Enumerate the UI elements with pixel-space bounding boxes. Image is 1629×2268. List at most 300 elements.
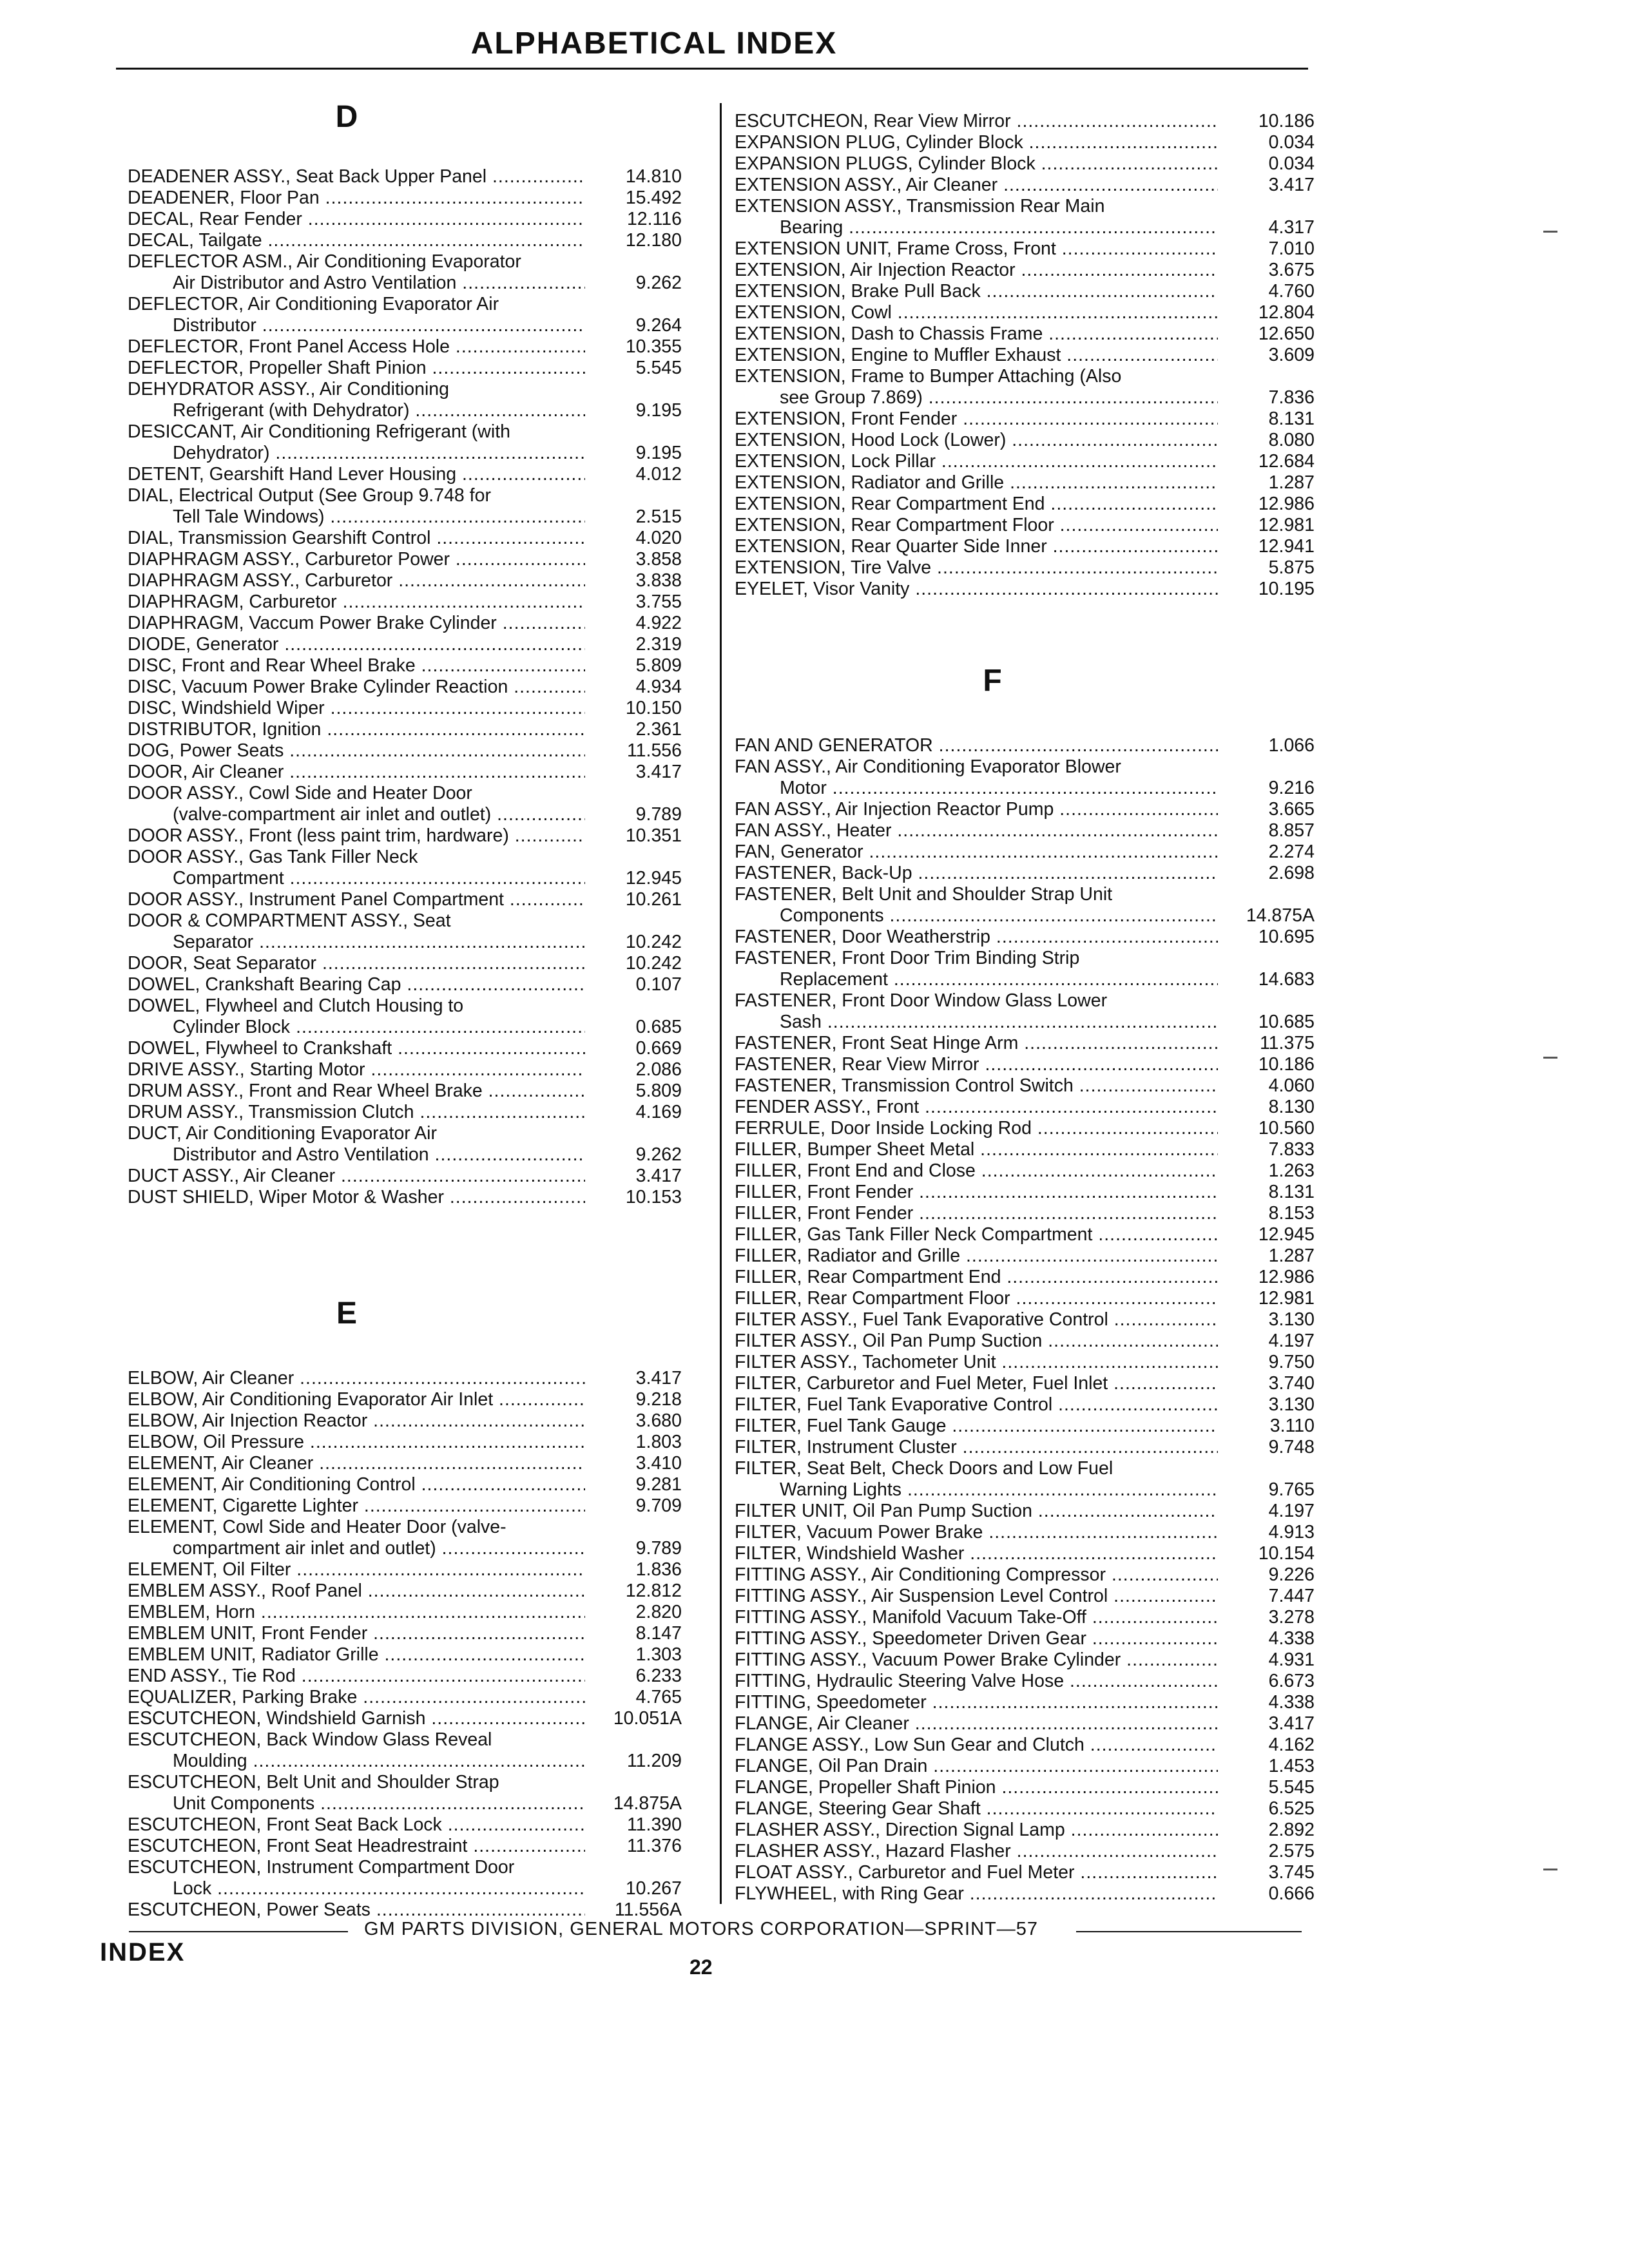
- entry-text: FITTING ASSY., Air Conditioning Compressor .....: [735, 1564, 1218, 1586]
- index-entry: [128, 1644, 682, 1666]
- entry-text: FITTING, Speedometer .....: [735, 1692, 1218, 1713]
- index-entry: [735, 1628, 1315, 1649]
- entry-text: EMBLEM UNIT, Front Fender .....: [128, 1623, 585, 1644]
- entry-page-ref: 0.034: [1268, 132, 1315, 153]
- margin-mark: [1543, 1057, 1557, 1059]
- entry-text: DOOR, Seat Separator .....: [128, 953, 585, 974]
- entry-page-ref: 2.086: [635, 1059, 682, 1080]
- entry-page-ref: 8.147: [635, 1623, 682, 1644]
- entry-text: EXTENSION, Rear Compartment End .....: [735, 494, 1218, 515]
- index-entry: [735, 841, 1315, 863]
- entry-page-ref: 10.685: [1258, 1012, 1315, 1032]
- entry-line: [735, 1777, 1315, 1798]
- entry-text: EXTENSION ASSY., Air Cleaner .....: [735, 175, 1218, 196]
- entry-page-ref: 0.107: [635, 974, 682, 995]
- entry-line: [735, 1437, 1315, 1458]
- entry-text: FAN ASSY., Air Injection Reactor Pump .....: [735, 799, 1218, 820]
- entry-page-ref: 10.261: [625, 889, 682, 910]
- entry-line: [735, 515, 1315, 536]
- page-title: ALPHABETICAL INDEX: [470, 26, 838, 61]
- entry-continuation: Replacement .....: [735, 969, 1218, 990]
- entry-text: DUST SHIELD, Wiper Motor & Washer .....: [128, 1187, 585, 1208]
- entry-text: ELEMENT, Oil Filter .....: [128, 1559, 585, 1581]
- index-entry: [128, 995, 682, 1038]
- entry-text: FAN ASSY., Heater .....: [735, 820, 1218, 841]
- index-entry: [128, 1708, 682, 1729]
- entry-page-ref: 9.218: [635, 1389, 682, 1410]
- index-entry: [735, 1245, 1315, 1267]
- entry-line: [735, 1841, 1315, 1862]
- margin-mark: [1543, 1869, 1557, 1870]
- entry-text: DISTRIBUTOR, Ignition .....: [128, 719, 585, 740]
- entry-page-ref: 14.875A: [613, 1793, 682, 1814]
- entry-text: FILLER, Front Fender .....: [735, 1182, 1218, 1203]
- index-entry: [128, 1495, 682, 1517]
- index-entry: [735, 515, 1315, 536]
- entry-continuation: Warning Lights .....: [735, 1479, 1218, 1501]
- index-entry: [128, 655, 682, 677]
- index-entry: [735, 1607, 1315, 1628]
- entry-text: FILTER UNIT, Oil Pan Pump Suction .....: [735, 1501, 1218, 1522]
- entry-text: DOWEL, Flywheel and Clutch Housing to: [128, 995, 464, 1016]
- entry-text: ESCUTCHEON, Rear View Mirror .....: [735, 111, 1218, 132]
- entry-text: DETENT, Gearshift Hand Lever Housing .....: [128, 464, 585, 485]
- entry-text: EXPANSION PLUGS, Cylinder Block .....: [735, 153, 1218, 175]
- entry-line: [128, 1410, 682, 1432]
- entry-line: [735, 1182, 1315, 1203]
- index-entry: [735, 1713, 1315, 1735]
- entry-text: DUCT, Air Conditioning Evaporator Air: [128, 1123, 437, 1144]
- entry-text: DIAPHRAGM ASSY., Carburetor Power .....: [128, 549, 585, 570]
- entry-text: ELEMENT, Air Conditioning Control .....: [128, 1474, 585, 1495]
- entry-line: [735, 557, 1315, 579]
- entry-text: DOG, Power Seats .....: [128, 740, 585, 762]
- index-entry: [128, 1166, 682, 1187]
- index-entry: [735, 472, 1315, 494]
- index-entry: [735, 153, 1315, 175]
- entry-page-ref: 3.665: [1268, 799, 1315, 820]
- entry-page-ref: 10.560: [1258, 1118, 1315, 1139]
- entry-page-ref: 12.650: [1258, 323, 1315, 344]
- index-entry: [128, 1623, 682, 1644]
- entry-page-ref: 3.609: [1268, 345, 1315, 365]
- entry-page-ref: 12.981: [1258, 1288, 1315, 1309]
- entry-page-ref: 9.281: [635, 1474, 682, 1495]
- entry-text: ESCUTCHEON, Belt Unit and Shoulder Strap: [128, 1772, 499, 1792]
- entry-line: [735, 1586, 1315, 1607]
- entry-line: [735, 175, 1315, 196]
- entry-line: [128, 1144, 682, 1166]
- entry-text: EXTENSION, Cowl .....: [735, 302, 1218, 323]
- index-entry: [128, 1059, 682, 1081]
- entry-text: DISC, Front and Rear Wheel Brake .....: [128, 655, 585, 677]
- entry-page-ref: 4.012: [635, 464, 682, 485]
- index-entry: [735, 1543, 1315, 1564]
- index-entry: [128, 1602, 682, 1623]
- entry-text: DEFLECTOR, Air Conditioning Evaporator Air: [128, 294, 499, 314]
- entry-line: [735, 1373, 1315, 1394]
- index-entry: [735, 1862, 1315, 1883]
- section-spacer: [128, 1208, 682, 1287]
- entry-line: [735, 260, 1315, 281]
- index-entry: [735, 1118, 1315, 1139]
- entry-line: [128, 825, 682, 847]
- entry-text: DIAPHRAGM, Carburetor .....: [128, 591, 585, 613]
- entry-text: FILTER, Instrument Cluster .....: [735, 1437, 1218, 1458]
- entry-text: DECAL, Tailgate .....: [128, 230, 585, 251]
- entry-page-ref: 12.180: [625, 230, 682, 251]
- index-entry: [128, 1857, 682, 1899]
- entry-continuation: Motor .....: [735, 778, 1218, 799]
- entry-page-ref: 2.820: [635, 1602, 682, 1622]
- entry-page-ref: 8.080: [1268, 430, 1315, 450]
- entry-text: FITTING ASSY., Air Suspension Level Control .....: [735, 1586, 1218, 1607]
- entry-page-ref: 5.545: [1268, 1777, 1315, 1798]
- entry-text: DEFLECTOR, Propeller Shaft Pinion .....: [128, 358, 585, 379]
- index-entry: [128, 847, 682, 889]
- entry-text: ESCUTCHEON, Back Window Glass Reveal: [128, 1729, 492, 1750]
- entry-text: DRUM ASSY., Front and Rear Wheel Brake .....: [128, 1081, 585, 1102]
- entry-line: [735, 1033, 1315, 1054]
- entry-line: [128, 1623, 682, 1644]
- index-entry: [735, 281, 1315, 302]
- entry-line: [735, 1245, 1315, 1267]
- entry-line: [128, 336, 682, 358]
- entry-text: FLANGE, Steering Gear Shaft .....: [735, 1798, 1218, 1820]
- entry-line: [735, 536, 1315, 557]
- entry-page-ref: 9.789: [635, 1538, 682, 1559]
- entry-continuation: Compartment .....: [128, 868, 585, 889]
- entry-continuation: see Group 7.869) .....: [735, 387, 1218, 408]
- entry-text: ELEMENT, Cigarette Lighter .....: [128, 1495, 585, 1517]
- index-entry: [735, 1564, 1315, 1586]
- index-entry: [128, 889, 682, 910]
- index-entry: [735, 1309, 1315, 1331]
- section-label: INDEX: [100, 1938, 186, 1966]
- entry-text: FASTENER, Door Weatherstrip .....: [735, 927, 1218, 948]
- entry-text: EXTENSION, Rear Compartment Floor .....: [735, 515, 1218, 536]
- entry-text: FLANGE, Oil Pan Drain .....: [735, 1756, 1218, 1777]
- index-entry: [128, 1836, 682, 1857]
- entry-text: FILLER, Rear Compartment End .....: [735, 1267, 1218, 1288]
- entry-text: EXTENSION, Hood Lock (Lower) .....: [735, 430, 1218, 451]
- entry-text: EXTENSION, Front Fender .....: [735, 408, 1218, 430]
- entry-line: [128, 187, 682, 209]
- entry-line: [128, 591, 682, 613]
- index-entry: [128, 1559, 682, 1581]
- entry-page-ref: 2.319: [635, 634, 682, 655]
- entry-line: [128, 1899, 682, 1921]
- entry-page-ref: 10.186: [1258, 1054, 1315, 1075]
- entry-line: [735, 1224, 1315, 1245]
- index-entry: [735, 1437, 1315, 1458]
- entry-line: [128, 506, 682, 528]
- index-entry: [735, 1373, 1315, 1394]
- section-spacer: [735, 708, 1315, 735]
- entry-text: FASTENER, Transmission Control Switch .....: [735, 1075, 1218, 1097]
- entry-text: FENDER ASSY., Front .....: [735, 1097, 1218, 1118]
- entry-page-ref: 3.417: [1268, 175, 1315, 195]
- entry-text: EXTENSION UNIT, Frame Cross, Front .....: [735, 238, 1218, 260]
- index-entry: [735, 1075, 1315, 1097]
- entry-text: FLASHER ASSY., Hazard Flasher .....: [735, 1841, 1218, 1862]
- index-entry: [128, 421, 682, 464]
- entry-text: FLANGE ASSY., Low Sun Gear and Clutch .....: [735, 1735, 1218, 1756]
- entry-page-ref: 1.287: [1268, 1245, 1315, 1266]
- index-entry: [128, 1899, 682, 1921]
- index-entry: [128, 825, 682, 847]
- index-entry: [128, 677, 682, 698]
- entry-line: [735, 153, 1315, 175]
- index-entry: [735, 1224, 1315, 1245]
- entry-line: [128, 1187, 682, 1208]
- entry-text: EXTENSION, Lock Pillar .....: [735, 451, 1218, 472]
- entry-text: ESCUTCHEON, Windshield Garnish .....: [128, 1708, 585, 1729]
- index-entry: [735, 1841, 1315, 1862]
- entry-text: ESCUTCHEON, Instrument Compartment Door: [128, 1857, 515, 1878]
- index-entry: [128, 783, 682, 825]
- entry-line: [128, 1836, 682, 1857]
- entry-text: DIAL, Electrical Output (See Group 9.748 for: [128, 485, 491, 506]
- index-entry: [735, 990, 1315, 1033]
- entry-text: DOWEL, Crankshaft Bearing Cap .....: [128, 974, 585, 995]
- right-index-column: [735, 111, 1315, 1905]
- index-entry: [735, 494, 1315, 515]
- entry-text: ELBOW, Air Cleaner .....: [128, 1368, 585, 1389]
- entry-text: EXTENSION ASSY., Transmission Rear Main: [735, 196, 1105, 216]
- entry-page-ref: 8.857: [1268, 820, 1315, 841]
- index-entry: [128, 1038, 682, 1059]
- entry-page-ref: 6.525: [1268, 1798, 1315, 1819]
- index-entry: [128, 591, 682, 613]
- index-entry: [128, 1389, 682, 1410]
- entry-page-ref: 4.760: [1268, 281, 1315, 302]
- entry-page-ref: 5.809: [635, 655, 682, 676]
- index-entry: [735, 1798, 1315, 1820]
- index-entry: [128, 166, 682, 187]
- entry-text: FITTING ASSY., Vacuum Power Brake Cylinder .....: [735, 1649, 1218, 1671]
- entry-text: FAN, Generator .....: [735, 841, 1218, 863]
- entry-line: [735, 1012, 1315, 1033]
- entry-page-ref: 3.680: [635, 1410, 682, 1431]
- entry-line: [735, 1288, 1315, 1309]
- entry-page-ref: 5.875: [1268, 557, 1315, 578]
- section-letter-heading: F: [983, 664, 1002, 698]
- entry-page-ref: 9.264: [635, 315, 682, 336]
- index-entry: [128, 910, 682, 953]
- entry-page-ref: 4.317: [1268, 217, 1315, 238]
- entry-text: FILLER, Front End and Close .....: [735, 1160, 1218, 1182]
- entry-page-ref: 4.931: [1268, 1649, 1315, 1670]
- entry-text: ELBOW, Air Conditioning Evaporator Air Inlet .....: [128, 1389, 585, 1410]
- entry-text: DUCT ASSY., Air Cleaner .....: [128, 1166, 585, 1187]
- entry-page-ref: 3.838: [635, 570, 682, 591]
- entry-line: [128, 719, 682, 740]
- index-entry: [128, 230, 682, 251]
- entry-page-ref: 10.242: [625, 932, 682, 952]
- index-entry: [735, 260, 1315, 281]
- entry-line: [128, 932, 682, 953]
- entry-page-ref: 10.150: [625, 698, 682, 718]
- index-entry: [128, 549, 682, 570]
- entry-line: [735, 778, 1315, 799]
- entry-text: FITTING ASSY., Speedometer Driven Gear .....: [735, 1628, 1218, 1649]
- index-entry: [128, 336, 682, 358]
- entry-line: [128, 528, 682, 549]
- entry-page-ref: 4.162: [1268, 1735, 1315, 1755]
- index-entry: [735, 1671, 1315, 1692]
- entry-page-ref: 3.278: [1268, 1607, 1315, 1628]
- entry-page-ref: 7.833: [1268, 1139, 1315, 1160]
- entry-line: [735, 1075, 1315, 1097]
- section-letter-heading: E: [336, 1296, 357, 1331]
- entry-line: [128, 443, 682, 464]
- entry-page-ref: 4.338: [1268, 1628, 1315, 1649]
- entry-continuation: Distributor .....: [128, 315, 585, 336]
- entry-page-ref: 4.913: [1268, 1522, 1315, 1542]
- entry-line: [128, 1102, 682, 1123]
- entry-line: [735, 863, 1315, 884]
- entry-text: FILTER, Carburetor and Fuel Meter, Fuel Inlet .....: [735, 1373, 1218, 1394]
- index-entry: [735, 536, 1315, 557]
- entry-continuation: Sash .....: [735, 1012, 1218, 1033]
- entry-page-ref: 9.195: [635, 400, 682, 421]
- entry-line: [735, 799, 1315, 820]
- entry-page-ref: 1.803: [635, 1432, 682, 1452]
- index-entry: [735, 1649, 1315, 1671]
- entry-continuation: Separator .....: [128, 932, 585, 953]
- entry-line: [735, 1479, 1315, 1501]
- entry-text: FLANGE, Propeller Shaft Pinion .....: [735, 1777, 1218, 1798]
- section-letter-heading: D: [335, 100, 358, 134]
- entry-text: END ASSY., Tie Rod .....: [128, 1666, 585, 1687]
- entry-page-ref: 3.858: [635, 549, 682, 570]
- index-entry: [735, 579, 1315, 600]
- entry-continuation: Components .....: [735, 905, 1218, 927]
- entry-page-ref: 8.153: [1268, 1203, 1315, 1224]
- index-entry: [128, 464, 682, 485]
- entry-line: [735, 472, 1315, 494]
- index-entry: [128, 1666, 682, 1687]
- entry-line: [128, 634, 682, 655]
- entry-line: [735, 1352, 1315, 1373]
- entry-text: ELBOW, Air Injection Reactor .....: [128, 1410, 585, 1432]
- index-entry: [735, 1331, 1315, 1352]
- entry-page-ref: 10.355: [625, 336, 682, 357]
- index-entry: [128, 358, 682, 379]
- entry-text: ELBOW, Oil Pressure .....: [128, 1432, 585, 1453]
- entry-text: DIAL, Transmission Gearshift Control .....: [128, 528, 585, 549]
- entry-page-ref: 12.804: [1258, 302, 1315, 323]
- entry-page-ref: 3.410: [635, 1453, 682, 1474]
- entry-line: [128, 1666, 682, 1687]
- entry-text: DIODE, Generator .....: [128, 634, 585, 655]
- entry-line: [735, 1097, 1315, 1118]
- footer-text: GM PARTS DIVISION, GENERAL MOTORS CORPORATION—SPRINT—57: [364, 1919, 1038, 1939]
- entry-text: FITTING, Hydraulic Steering Valve Hose .....: [735, 1671, 1218, 1692]
- entry-line: [128, 1166, 682, 1187]
- entry-line: [735, 302, 1315, 323]
- entry-text: FILLER, Bumper Sheet Metal .....: [735, 1139, 1218, 1160]
- index-entry: [735, 884, 1315, 927]
- entry-page-ref: 12.945: [625, 868, 682, 889]
- entry-line: [128, 358, 682, 379]
- entry-page-ref: 2.575: [1268, 1841, 1315, 1861]
- entry-continuation: (valve-compartment air inlet and outlet) .....: [128, 804, 585, 825]
- index-entry: [128, 613, 682, 634]
- index-entry: [735, 735, 1315, 756]
- entry-line: [128, 974, 682, 995]
- section-spacer: [735, 600, 1315, 654]
- entry-line: [735, 1160, 1315, 1182]
- entry-line: [735, 1649, 1315, 1671]
- entry-line: [735, 238, 1315, 260]
- index-entry: [128, 1729, 682, 1772]
- entry-line: [735, 217, 1315, 238]
- entry-page-ref: 11.209: [626, 1751, 682, 1771]
- index-entry: [735, 1394, 1315, 1416]
- entry-page-ref: 9.789: [635, 804, 682, 825]
- entry-line: [735, 1671, 1315, 1692]
- entry-line: [128, 1368, 682, 1389]
- entry-line: [128, 570, 682, 591]
- entry-text: EQUALIZER, Parking Brake .....: [128, 1687, 585, 1708]
- entry-text: DEFLECTOR ASM., Air Conditioning Evaporator: [128, 251, 521, 272]
- entry-page-ref: 14.875A: [1246, 905, 1315, 926]
- index-entry: [128, 1081, 682, 1102]
- index-entry: [128, 1187, 682, 1208]
- title-rule: [116, 68, 1308, 70]
- entry-line: [128, 1708, 682, 1729]
- entry-line: [128, 953, 682, 974]
- entry-page-ref: 14.683: [1258, 969, 1315, 990]
- entry-text: EMBLEM, Horn .....: [128, 1602, 585, 1623]
- index-entry: [128, 251, 682, 294]
- entry-line: [128, 230, 682, 251]
- entry-page-ref: 7.010: [1268, 238, 1315, 259]
- entry-text: FITTING ASSY., Manifold Vacuum Take-Off .....: [735, 1607, 1218, 1628]
- entry-page-ref: 4.169: [635, 1102, 682, 1122]
- entry-page-ref: 9.750: [1268, 1352, 1315, 1372]
- index-entry: [735, 1288, 1315, 1309]
- entry-text: EMBLEM UNIT, Radiator Grille .....: [128, 1644, 585, 1666]
- entry-line: [735, 1054, 1315, 1075]
- entry-page-ref: 2.274: [1268, 841, 1315, 862]
- entry-line: [735, 1713, 1315, 1735]
- entry-page-ref: 0.669: [635, 1038, 682, 1059]
- entry-text: FILTER, Fuel Tank Evaporative Control .....: [735, 1394, 1218, 1416]
- index-entry: [128, 1410, 682, 1432]
- entry-text: DOOR ASSY., Instrument Panel Compartment .....: [128, 889, 585, 910]
- index-entry: [735, 1054, 1315, 1075]
- entry-text: FASTENER, Front Door Window Glass Lower: [735, 990, 1108, 1011]
- entry-page-ref: 11.556A: [614, 1899, 682, 1920]
- entry-line: [735, 345, 1315, 366]
- entry-page-ref: 0.034: [1268, 153, 1315, 174]
- entry-page-ref: 0.685: [635, 1017, 682, 1037]
- index-entry: [735, 948, 1315, 990]
- entry-text: DESICCANT, Air Conditioning Refrigerant (with: [128, 421, 510, 442]
- index-entry: [735, 1352, 1315, 1373]
- entry-text: ESCUTCHEON, Power Seats .....: [128, 1899, 585, 1921]
- entry-line: [128, 1559, 682, 1581]
- entry-text: EXTENSION, Dash to Chassis Frame .....: [735, 323, 1218, 345]
- index-entry: [128, 528, 682, 549]
- entry-page-ref: 10.351: [625, 825, 682, 846]
- entry-text: FERRULE, Door Inside Locking Rod .....: [735, 1118, 1218, 1139]
- entry-line: [128, 613, 682, 634]
- index-entry: [735, 1033, 1315, 1054]
